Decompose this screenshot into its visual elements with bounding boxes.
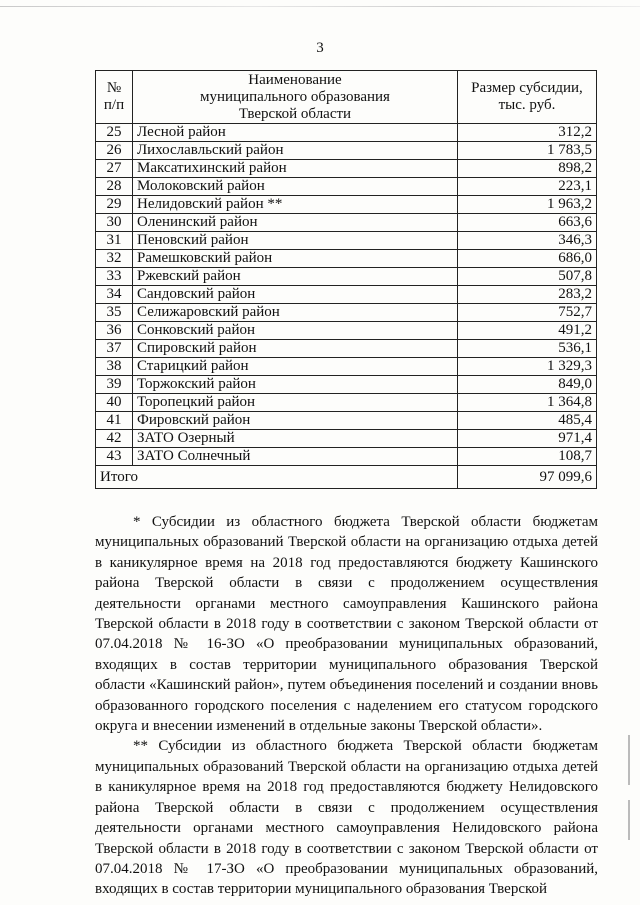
row-name: Сандовский район	[133, 286, 458, 304]
header-number-line2: п/п	[103, 97, 125, 113]
row-number: 33	[96, 268, 133, 286]
table-row	[96, 214, 597, 232]
table-row	[96, 250, 597, 268]
table-row	[96, 142, 597, 160]
table-row	[96, 322, 597, 340]
row-name: Пеновский район	[133, 232, 458, 250]
header-name	[133, 71, 458, 124]
header-name-line2: муниципального образования	[200, 88, 390, 105]
row-value: 536,1	[458, 340, 597, 358]
table-body	[96, 124, 597, 489]
row-value: 346,3	[458, 232, 597, 250]
row-value: 491,2	[458, 322, 597, 340]
row-value: 485,4	[458, 412, 597, 430]
row-name: Максатихинский район	[133, 160, 458, 178]
table-row	[96, 448, 597, 466]
total-label: Итого	[96, 466, 458, 489]
table-row	[96, 160, 597, 178]
row-value: 1 963,2	[458, 196, 597, 214]
row-name: Старицкий район	[133, 358, 458, 376]
row-number: 35	[96, 304, 133, 322]
row-value: 752,7	[458, 304, 597, 322]
row-name: Рамешковский район	[133, 250, 458, 268]
row-number: 27	[96, 160, 133, 178]
row-value: 971,4	[458, 430, 597, 448]
table-header-row	[96, 71, 597, 124]
row-number: 42	[96, 430, 133, 448]
row-value: 507,8	[458, 268, 597, 286]
row-number: 43	[96, 448, 133, 466]
header-name-line3: Тверской области	[238, 105, 352, 122]
table-row	[96, 232, 597, 250]
row-number: 41	[96, 412, 133, 430]
row-name: Фировский район	[133, 412, 458, 430]
row-name: Лихославльский район	[133, 142, 458, 160]
page-number: 3	[316, 40, 324, 56]
row-number: 37	[96, 340, 133, 358]
row-value: 283,2	[458, 286, 597, 304]
header-value-line2: тыс. руб.	[498, 97, 556, 113]
row-name: Торопецкий район	[133, 394, 458, 412]
row-value: 108,7	[458, 448, 597, 466]
row-number: 25	[96, 124, 133, 142]
table-row	[96, 286, 597, 304]
row-number: 40	[96, 394, 133, 412]
table-row	[96, 304, 597, 322]
row-number: 26	[96, 142, 133, 160]
header-value-line1: Размер субсидии,	[471, 80, 583, 96]
scan-edge-line	[0, 6, 640, 7]
table-row	[96, 394, 597, 412]
total-value: 97 099,6	[458, 466, 597, 489]
row-name: Ржевский район	[133, 268, 458, 286]
row-number: 39	[96, 376, 133, 394]
row-value: 663,6	[458, 214, 597, 232]
header-name-line1: Наименование	[248, 71, 342, 88]
row-number: 32	[96, 250, 133, 268]
footnote-single-asterisk: * Субсидии из областного бюджета Тверской области бюджетам муниципальных образований Тверской области на организацию отдыха детей в каникулярное время на 2018 год предоставляются бюджету Кашинского района Тверской области в связи с продолжением осуществления деятельности органами местного самоуправления Кашинского района Тверской области в 2018 году в соответствии с законом Тверской области от 07.04.2018 № 16-ЗО «О преобразовании муниципальных образований, входящих в состав территории муниципального образования Тверской области «Кашинский район», путем объединения поселений и создании вновь образованного городского поселения с наделением его статусом городского округа и внесении изменений в отдельные законы Тверской области».	[95, 514, 598, 735]
table-row	[96, 124, 597, 142]
row-name: ЗАТО Солнечный	[133, 448, 458, 466]
footnotes	[95, 512, 598, 900]
subsidy-table	[95, 70, 597, 489]
row-number: 30	[96, 214, 133, 232]
table-row	[96, 412, 597, 430]
table-row	[96, 268, 597, 286]
header-value	[458, 71, 597, 124]
row-number: 38	[96, 358, 133, 376]
table-row	[96, 376, 597, 394]
row-name: Нелидовский район **	[133, 196, 458, 214]
row-name: Торжокский район	[133, 376, 458, 394]
table-row	[96, 358, 597, 376]
row-value: 1 364,8	[458, 394, 597, 412]
row-number: 29	[96, 196, 133, 214]
row-value: 223,1	[458, 178, 597, 196]
row-value: 1 329,3	[458, 358, 597, 376]
row-name: Оленинский район	[133, 214, 458, 232]
footnote-double-asterisk: ** Субсидии из областного бюджета Тверской области бюджетам муниципальных образований Тверской области на организацию отдыха детей в каникулярное время на 2018 год предоставляются бюджету Нелидовского района Тверской области в связи с продолжением осуществления деятельности органами местного самоуправления Нелидовского района Тверской области в 2018 году в соответствии с законом Тверской области от 07.04.2018 № 17-ЗО «О преобразовании муниципальных образований, входящих в состав территории муниципального образования Тверской	[95, 738, 598, 898]
row-name: Селижаровский район	[133, 304, 458, 322]
row-name: Молоковский район	[133, 178, 458, 196]
row-value: 898,2	[458, 160, 597, 178]
header-number	[96, 71, 133, 124]
row-number: 34	[96, 286, 133, 304]
table-total-row	[96, 466, 597, 489]
row-value: 1 783,5	[458, 142, 597, 160]
scan-margin-mark	[628, 735, 630, 785]
header-number-line1: №	[106, 80, 122, 96]
table-row	[96, 340, 597, 358]
row-value: 849,0	[458, 376, 597, 394]
row-number: 28	[96, 178, 133, 196]
row-name: Спировский район	[133, 340, 458, 358]
row-value: 686,0	[458, 250, 597, 268]
table-row	[96, 178, 597, 196]
row-name: Сонковский район	[133, 322, 458, 340]
row-number: 31	[96, 232, 133, 250]
row-name: ЗАТО Озерный	[133, 430, 458, 448]
row-name: Лесной район	[133, 124, 458, 142]
row-number: 36	[96, 322, 133, 340]
table-row	[96, 430, 597, 448]
table-row	[96, 196, 597, 214]
row-value: 312,2	[458, 124, 597, 142]
scan-margin-mark	[628, 800, 630, 840]
